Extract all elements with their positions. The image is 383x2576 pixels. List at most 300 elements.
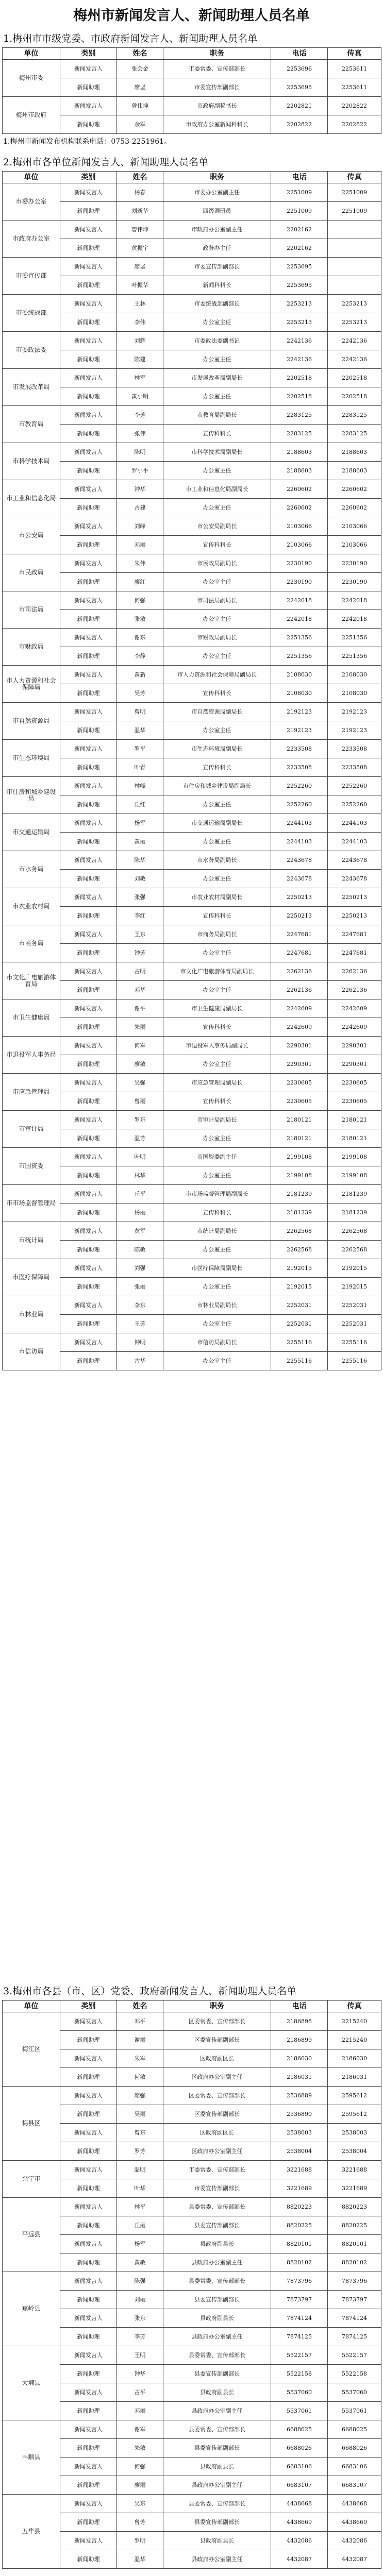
type-cell: 新闻助理 [60,2550,117,2569]
type-cell: 新闻助理 [60,2402,117,2420]
type-cell: 新闻助理 [60,610,117,629]
type-cell: 新闻助理 [60,239,117,258]
type-cell: 新闻助理 [60,1315,117,1333]
type-cell: 新闻助理 [60,795,117,814]
type-cell: 新闻发言人 [60,1222,117,1241]
phone-cell: 2230190 [271,573,328,591]
phone-cell: 4432086 [271,2532,328,2550]
name-cell: 邓平 [117,2012,163,2031]
type-cell: 新闻发言人 [60,443,117,462]
fax-cell: 2244103 [328,833,381,851]
name-cell: 何强 [117,2458,163,2476]
fax-cell: 2202822 [328,115,381,134]
type-cell: 新闻发言人 [60,1148,117,1166]
name-cell: 丘红 [117,795,163,814]
phone-cell: 4438668 [271,2495,328,2513]
unit-cell: 市水务局 [3,851,60,888]
type-cell: 新闻发言人 [60,1185,117,1204]
type-cell: 新闻助理 [60,684,117,703]
fax-cell: 2538003 [328,2124,381,2142]
table-row [3,221,381,239]
name-cell: 邓丽 [117,2402,163,2420]
title-cell: 市生态环境局副局长 [163,740,271,758]
unit-cell: 市发展改革局 [3,369,60,406]
phone-cell: 2247681 [271,944,328,962]
title-cell: 办公室主任 [163,573,271,591]
fax-cell: 7874124 [328,2309,381,2328]
phone-cell: 2233508 [271,758,328,777]
phone-cell: 7873796 [271,2272,328,2291]
header-cell: 单位 [3,172,60,183]
name-cell: 陈华 [117,851,163,870]
header-cell: 传真 [328,172,381,183]
name-cell: 钟芳 [117,944,163,962]
fax-cell [328,239,381,258]
type-cell: 新闻助理 [60,462,117,480]
title-cell: 市应急管理局副局长 [163,1074,271,1092]
table-row [3,2346,381,2365]
name-cell: 林平 [117,2198,163,2216]
unit-cell: 市审计局 [3,1111,60,1148]
fax-cell: 2181239 [328,1185,381,1204]
name-cell: 廖红 [117,573,163,591]
header-cell: 类别 [60,2001,117,2012]
fax-cell: 2250213 [328,888,381,907]
title-cell: 办公室主任 [163,610,271,629]
fax-cell: 2242018 [328,591,381,610]
table-row [3,1185,381,1204]
name-cell: 朱伟 [117,554,163,573]
phone-cell: 2251356 [271,647,328,666]
table-row [3,2420,381,2439]
phone-cell: 2230605 [271,1074,328,1092]
title-cell: 市水务局副局长 [163,851,271,870]
phone-cell: 2242609 [271,1018,328,1037]
title-cell: 市交通运输局副局长 [163,814,271,833]
title-cell: 县委宣传部副部长 [163,2439,271,2458]
fax-cell: 2283125 [328,406,381,425]
phone-cell: 5537061 [271,2402,328,2420]
table-row [3,258,381,276]
phone-cell: 2103066 [271,517,328,536]
title-cell: 宣传科科长 [163,1204,271,1222]
phone-cell: 5522157 [271,2346,328,2365]
title-cell: 办公室主任 [163,1352,271,1370]
name-cell: 陈强 [117,2272,163,2291]
table-row [3,1148,381,1166]
title-cell: 市统计局副局长 [163,1222,271,1241]
phone-cell: 3221689 [271,2179,328,2198]
type-cell: 新闻助理 [60,2439,117,2458]
type-cell: 新闻助理 [60,2291,117,2309]
phone-cell: 2262568 [271,1241,328,1259]
phone-cell: 2252260 [271,777,328,795]
fax-cell: 2108030 [328,666,381,684]
fax-cell: 7873797 [328,2291,381,2309]
name-cell: 温华 [117,721,163,740]
type-cell: 新闻发言人 [60,2087,117,2105]
name-cell: 何敏 [117,2068,163,2087]
type-cell: 新闻发言人 [60,480,117,499]
type-cell: 新闻发言人 [60,2198,117,2216]
title-cell: 县政府办公室副主任 [163,2328,271,2346]
title-cell: 市林业局副局长 [163,1296,271,1315]
title-cell: 办公室主任 [163,870,271,888]
name-cell: 刘丽 [117,2291,163,2309]
title-cell: 县委宣传部副部长 [163,2513,271,2532]
fax-cell: 6683106 [328,2458,381,2476]
type-cell: 新闻发言人 [60,2346,117,2365]
title-cell: 市卫生健康局副局长 [163,999,271,1018]
fax-cell: 2250213 [328,907,381,925]
fax-cell: 2233508 [328,758,381,777]
title-cell: 县政府副县长 [163,2235,271,2253]
unit-cell: 市应急管理局 [3,1074,60,1111]
fax-cell [328,276,381,295]
phone-cell: 2251356 [271,629,328,647]
title-cell: 市教育局副局长 [163,406,271,425]
phone-cell: 8820102 [271,2253,328,2272]
name-cell: 钟华 [117,2365,163,2383]
fax-cell: 2180121 [328,1129,381,1148]
header-cell: 类别 [60,48,117,60]
phone-cell: 2192015 [271,1278,328,1296]
fax-cell: 2262568 [328,1222,381,1241]
type-cell: 新闻助理 [60,1129,117,1148]
title-cell: 县政府副县长 [163,2532,271,2550]
phone-cell: 4432087 [271,2550,328,2569]
name-cell: 罗东 [117,1111,163,1129]
title-cell: 县政府副县长 [163,2458,271,2476]
fax-cell: 2180121 [328,1111,381,1129]
name-cell: 王林 [117,295,163,313]
phone-cell: 2199108 [271,1166,328,1185]
phone-cell: 2202821 [271,97,328,115]
phone-cell: 2252031 [271,1296,328,1315]
name-cell: 罗明 [117,2532,163,2550]
name-cell: 林峰 [117,777,163,795]
type-cell: 新闻助理 [60,202,117,221]
type-cell: 新闻助理 [60,1166,117,1185]
table-row [3,60,381,78]
phone-cell: 2192015 [271,1259,328,1278]
name-cell: 杨军 [117,814,163,833]
title-cell: 四级调研员 [163,202,271,221]
type-cell: 新闻发言人 [60,740,117,758]
name-cell: 刘敏 [117,870,163,888]
name-cell: 丘丽 [117,2216,163,2235]
table-row [3,629,381,647]
section-3-heading: 3.梅州市各县（市、区）党委、政府新闻发言人、新闻助理人员名单 [3,1986,297,1997]
name-cell: 叶青 [117,758,163,777]
phone-cell: 2538003 [271,2124,328,2142]
name-cell: 温明 [117,2161,163,2179]
type-cell: 新闻发言人 [60,406,117,425]
unit-cell: 梅县区 [3,2087,60,2161]
title-cell: 县委宣传部副部长 [163,2291,271,2309]
phone-cell: 2202822 [271,115,328,134]
type-cell: 新闻助理 [60,1352,117,1370]
name-cell: 王明 [117,2346,163,2365]
fax-cell: 2215240 [328,2012,381,2031]
name-cell: 杨春 [117,183,163,202]
name-cell: 李伟 [117,313,163,332]
type-cell: 新闻助理 [60,2216,117,2235]
table-row [3,443,381,462]
fax-cell: 2242609 [328,999,381,1018]
title-cell: 区委常委、宣传部部长 [163,2087,271,2105]
name-cell: 曾伟坤 [117,221,163,239]
type-cell: 新闻助理 [60,313,117,332]
phone-cell: 2242136 [271,350,328,369]
unit-cell: 市委办公室 [3,183,60,221]
unit-cell: 市医疗保障局 [3,1259,60,1296]
phone-cell: 2242018 [271,610,328,629]
phone-cell: 2244103 [271,814,328,833]
name-cell: 黄新 [117,666,163,684]
type-cell: 新闻发言人 [60,925,117,944]
type-cell: 新闻发言人 [60,2161,117,2179]
type-cell: 新闻助理 [60,1055,117,1074]
type-cell: 新闻发言人 [60,60,117,78]
unit-cell: 市委政法委 [3,332,60,369]
fax-cell: 4432086 [328,2532,381,2550]
type-cell: 新闻助理 [60,2328,117,2346]
fax-cell: 2230605 [328,1074,381,1092]
phone-cell: 2290301 [271,1055,328,1074]
unit-cell: 梅州市政府 [3,97,60,134]
name-cell: 叶华 [117,2179,163,2198]
header-cell: 传真 [328,2001,381,2012]
name-cell: 温芳 [117,1129,163,1148]
phone-cell: 2242018 [271,591,328,610]
type-cell: 新闻助理 [60,115,117,134]
name-cell: 朱军 [117,2049,163,2068]
fax-cell: 2595612 [328,2105,381,2124]
type-cell: 新闻发言人 [60,777,117,795]
fax-cell: 2251356 [328,629,381,647]
name-cell: 刘峰 [117,517,163,536]
fax-cell: 7873796 [328,2272,381,2291]
table-row [3,2087,381,2105]
section-1-heading: 1.梅州市市级党委、市政府新闻发言人、新闻助理人员名单 [3,33,258,44]
phone-cell: 2186031 [271,2068,328,2087]
unit-cell: 大埔县 [3,2346,60,2420]
type-cell: 新闻发言人 [60,258,117,276]
title-cell: 办公室主任 [163,1166,271,1185]
phone-cell: 2108030 [271,666,328,684]
fax-cell: 2181239 [328,1204,381,1222]
type-cell: 新闻发言人 [60,183,117,202]
phone-cell: 2186899 [271,2031,328,2049]
name-cell: 余军 [117,115,163,134]
name-cell: 杨军 [117,2235,163,2253]
unit-cell: 兴宁市 [3,2161,60,2198]
unit-cell: 市林业局 [3,1296,60,1333]
type-cell: 新闻发言人 [60,2049,117,2068]
phone-cell: 2283125 [271,406,328,425]
type-cell: 新闻助理 [60,1241,117,1259]
fax-cell: 2283125 [328,425,381,443]
fax-cell: 2243678 [328,870,381,888]
fax-cell: 2192123 [328,721,381,740]
name-cell: 曾明 [117,703,163,721]
fax-cell: 2108030 [328,684,381,703]
fax-cell: 2199108 [328,1166,381,1185]
title-cell: 市医疗保障局副局长 [163,1259,271,1278]
name-cell: 温华 [117,2550,163,2569]
type-cell: 新闻发言人 [60,221,117,239]
name-cell: 谢军 [117,2420,163,2439]
name-cell: 王芳 [117,1315,163,1333]
type-cell: 新闻助理 [60,2476,117,2495]
fax-cell: 2595612 [328,2087,381,2105]
unit-cell: 丰顺县 [3,2420,60,2495]
fax-cell: 6688025 [328,2420,381,2439]
phone-cell: 2262568 [271,1222,328,1241]
table-row [3,406,381,425]
name-cell: 古华 [117,1352,163,1370]
table-header-row [3,48,381,60]
fax-cell: 2252260 [328,795,381,814]
title-cell: 县委常委、宣传部部长 [163,2495,271,2513]
phone-cell: 2242609 [271,999,328,1018]
name-cell: 叶振华 [117,276,163,295]
phone-cell: 2252260 [271,795,328,814]
fax-cell: 2251009 [328,202,381,221]
phone-cell: 2230605 [271,1092,328,1111]
type-cell: 新闻发言人 [60,2420,117,2439]
title-cell: 县委常委、宣传部部长 [163,2346,271,2365]
phone-cell: 2260602 [271,499,328,517]
name-cell: 何军 [117,1037,163,1055]
type-cell: 新闻发言人 [60,703,117,721]
name-cell: 廖强 [117,2087,163,2105]
type-cell: 新闻发言人 [60,332,117,350]
fax-cell: 8820101 [328,2235,381,2253]
phone-cell: 7874125 [271,2328,328,2346]
fax-cell: 4438668 [328,2495,381,2513]
title-cell: 市委宣传部副部长 [163,258,271,276]
type-cell: 新闻发言人 [60,517,117,536]
title-cell: 区政府副区长 [163,2124,271,2142]
name-cell: 谢丽 [117,2031,163,2049]
type-cell: 新闻发言人 [60,295,117,313]
title-cell: 办公室主任 [163,1315,271,1333]
type-cell: 新闻助理 [60,499,117,517]
fax-cell: 2192015 [328,1278,381,1296]
unit-cell: 市民政局 [3,554,60,591]
table-row [3,97,381,115]
title-cell: 市工业和信息化局副局长 [163,480,271,499]
phone-cell: 2202162 [271,221,328,239]
title-cell: 县政府办公室副主任 [163,2402,271,2420]
fax-cell: 2255116 [328,1333,381,1352]
title-cell: 办公室主任 [163,721,271,740]
phone-cell: 2180121 [271,1111,328,1129]
fax-cell: 2255116 [328,1352,381,1370]
phone-cell: 2262136 [271,981,328,999]
name-cell: 杨丽 [117,1204,163,1222]
fax-cell: 2252031 [328,1296,381,1315]
name-cell: 张强 [117,888,163,907]
fax-cell: 4432087 [328,2550,381,2569]
phone-cell: 2250213 [271,907,328,925]
title-cell: 市委统战部副部长 [163,295,271,313]
title-cell: 区政府办公室副主任 [163,2068,271,2087]
phone-cell: 2243678 [271,851,328,870]
table-row [3,2272,381,2291]
type-cell: 新闻助理 [60,1092,117,1111]
fax-cell: 2253611 [328,60,381,78]
title-cell: 宣传科科长 [163,907,271,925]
section-1-table [2,47,381,134]
unit-cell: 市退役军人事务局 [3,1037,60,1074]
title-cell: 市信访局副局长 [163,1333,271,1352]
phone-cell: 2262136 [271,962,328,981]
fax-cell: 2215240 [328,2031,381,2049]
type-cell: 新闻发言人 [60,2272,117,2291]
phone-cell: 8820225 [271,2216,328,2235]
fax-cell: 2103066 [328,536,381,554]
table-row [3,777,381,795]
title-cell: 宣传科科长 [163,1018,271,1037]
type-cell: 新闻发言人 [60,666,117,684]
header-cell: 电话 [271,48,328,60]
phone-cell: 8820223 [271,2198,328,2216]
title-cell: 区委常委、宣传部部长 [163,2012,271,2031]
title-cell: 市政府办公室副主任 [163,221,271,239]
fax-cell [328,258,381,276]
name-cell: 李芳 [117,406,163,425]
fax-cell: 2262136 [328,962,381,981]
name-cell: 张伟 [117,425,163,443]
table-row [3,1259,381,1278]
type-cell: 新闻助理 [60,721,117,740]
section-2-table [2,171,381,1370]
table-header-row [3,2001,381,2012]
type-cell: 新闻发言人 [60,554,117,573]
title-cell: 县委常委、宣传部部长 [163,2420,271,2439]
title-cell: 宣传科科长 [163,758,271,777]
name-cell: 丘平 [117,1185,163,1204]
section-3-table [2,2000,381,2569]
phone-cell: 6688025 [271,2420,328,2439]
phone-cell: 5522158 [271,2365,328,2383]
name-cell: 廖坚 [117,78,163,97]
phone-cell: 2250213 [271,888,328,907]
phone-cell: 7873797 [271,2291,328,2309]
fax-cell: 2247681 [328,944,381,962]
type-cell: 新闻发言人 [60,2124,117,2142]
fax-cell: 2186031 [328,2068,381,2087]
header-cell: 电话 [271,172,328,183]
type-cell: 新闻助理 [60,78,117,97]
type-cell: 新闻发言人 [60,2383,117,2402]
name-cell: 古建 [117,499,163,517]
name-cell: 吴芳 [117,684,163,703]
type-cell: 新闻发言人 [60,1333,117,1352]
phone-cell: 6683106 [271,2458,328,2476]
type-cell: 新闻助理 [60,2142,117,2161]
type-cell: 新闻助理 [60,425,117,443]
title-cell: 宣传科科长 [163,684,271,703]
title-cell: 市民政局副局长 [163,554,271,573]
name-cell: 朱敏 [117,2439,163,2458]
type-cell: 新闻发言人 [60,2458,117,2476]
title-cell: 县政府副县长 [163,2383,271,2402]
title-cell: 县政府副县长 [163,2309,271,2328]
